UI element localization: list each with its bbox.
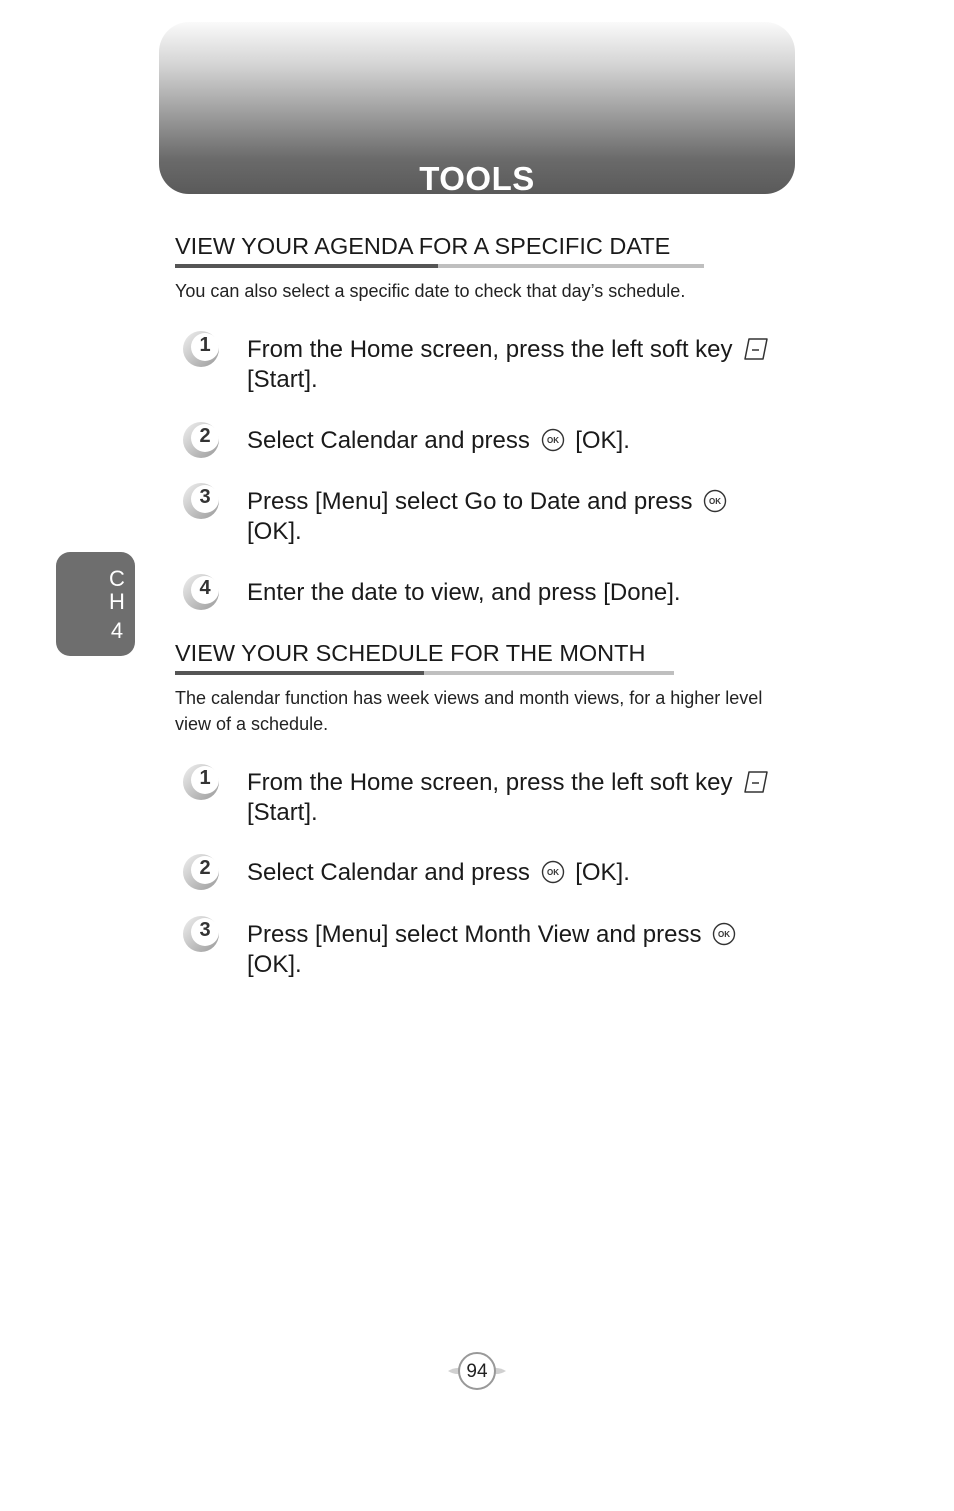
chapter-header-banner bbox=[159, 22, 795, 197]
ok-key-icon bbox=[541, 428, 565, 452]
svg-text:OK: OK bbox=[546, 436, 559, 445]
page-number-badge bbox=[446, 1350, 508, 1392]
step-text-main: Press [Menu] select Go to Date and press bbox=[247, 488, 693, 515]
step-text-suffix: [Start]. bbox=[247, 799, 318, 826]
section-title-agenda: VIEW YOUR AGENDA FOR A SPECIFIC DATE bbox=[175, 233, 671, 259]
step-text-suffix: [Start]. bbox=[247, 366, 318, 393]
step-number: 4 bbox=[199, 577, 211, 599]
step-badge bbox=[182, 915, 220, 953]
step-number: 1 bbox=[199, 767, 211, 789]
svg-text:OK: OK bbox=[709, 497, 722, 506]
step-text bbox=[247, 426, 807, 456]
step-badge bbox=[182, 573, 220, 611]
chapter-tab-letter-h: H bbox=[109, 589, 125, 614]
step-text-suffix: [OK]. bbox=[575, 427, 630, 454]
step-text bbox=[247, 487, 807, 547]
step-text-main: Enter the date to view, and press [Done]. bbox=[247, 579, 681, 606]
step-text-main: From the Home screen, press the left soft key bbox=[247, 769, 733, 796]
step-badge bbox=[182, 330, 220, 368]
ok-key-icon bbox=[703, 489, 727, 513]
step-badge bbox=[182, 421, 220, 459]
chapter-tab-number: 4 bbox=[110, 618, 124, 643]
step-text bbox=[247, 335, 807, 395]
chapter-tab-letter-c: C bbox=[109, 566, 125, 591]
section-title-month: VIEW YOUR SCHEDULE FOR THE MONTH bbox=[175, 640, 646, 666]
step-number: 3 bbox=[199, 486, 211, 508]
step-text bbox=[247, 920, 807, 980]
step-number: 3 bbox=[199, 919, 211, 941]
soft-key-icon bbox=[743, 337, 769, 361]
page-title: TOOLS bbox=[419, 160, 535, 197]
svg-text:OK: OK bbox=[718, 930, 731, 939]
page-number: 94 bbox=[466, 1361, 488, 1382]
step-text bbox=[247, 768, 807, 828]
step-text-main: From the Home screen, press the left soft key bbox=[247, 336, 733, 363]
section-intro: You can also select a specific date to check that day’s schedule. bbox=[175, 281, 686, 301]
ok-key-icon bbox=[712, 922, 736, 946]
step-text-suffix: [OK]. bbox=[247, 951, 302, 978]
step-text bbox=[247, 578, 807, 608]
svg-text:OK: OK bbox=[546, 868, 559, 877]
step-number: 2 bbox=[199, 857, 211, 879]
step-badge bbox=[182, 763, 220, 801]
step-text-suffix: [OK]. bbox=[247, 518, 302, 545]
section-intro: The calendar function has week views and month views, for a higher level view of a schedule. bbox=[175, 688, 763, 734]
step-text-main: Press [Menu] select Month View and press bbox=[247, 921, 702, 948]
step-number: 1 bbox=[199, 334, 211, 356]
step-text-suffix: [OK]. bbox=[575, 859, 630, 886]
step-text-main: Select Calendar and press bbox=[247, 859, 530, 886]
step-text-main: Select Calendar and press bbox=[247, 427, 530, 454]
step-number: 2 bbox=[199, 425, 211, 447]
step-badge bbox=[182, 482, 220, 520]
soft-key-icon bbox=[743, 770, 769, 794]
chapter-tab bbox=[56, 552, 135, 656]
step-text bbox=[247, 858, 807, 888]
step-badge bbox=[182, 853, 220, 891]
ok-key-icon bbox=[541, 860, 565, 884]
